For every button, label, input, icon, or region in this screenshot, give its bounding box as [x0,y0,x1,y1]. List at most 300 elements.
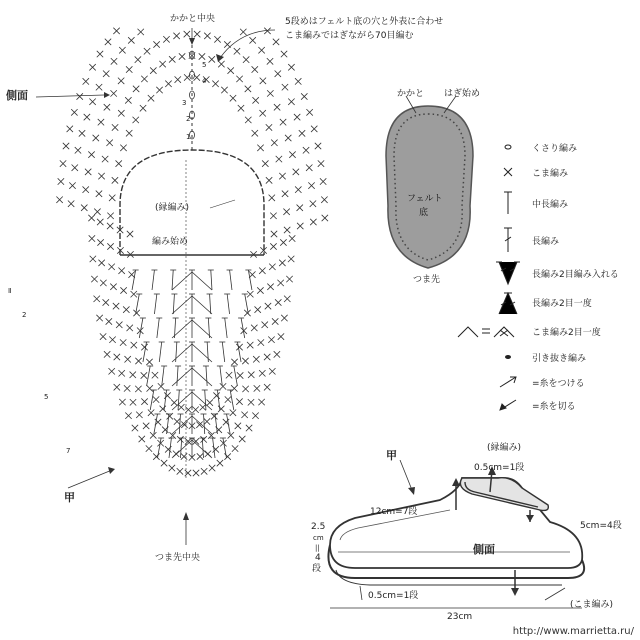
single-crochet-mark [281,315,287,321]
single-crochet-mark [132,425,138,431]
single-crochet-mark [288,256,294,262]
left-marker-a: Ⅱ [8,287,12,295]
legend-row-cut-yarn [472,396,632,414]
single-crochet-mark [283,209,289,215]
single-crochet-mark [94,209,100,215]
single-crochet-mark [178,404,184,410]
single-crochet-mark [274,104,280,110]
single-crochet-mark [147,385,153,391]
left-marker-b: 2 [22,311,27,319]
single-crochet-mark [113,28,119,34]
single-crochet-mark [235,423,241,429]
single-crochet-mark [320,178,326,184]
single-crochet-mark [282,191,288,197]
left-marker-c: 5 [44,393,49,401]
single-crochet-mark [301,93,307,99]
join-yarn-icon [472,373,522,391]
single-crochet-mark [278,333,284,339]
single-crochet-mark [153,41,159,47]
single-crochet-mark [88,215,94,221]
single-crochet-mark [128,271,134,277]
single-crochet-mark [236,398,242,404]
sole-toe-label: つま先 [413,275,441,285]
single-crochet-mark [234,48,240,54]
single-crochet-mark [107,243,113,249]
single-crochet-mark [262,322,268,328]
single-crochet-mark [259,370,265,376]
round-number-3: 3 [182,99,187,107]
instep-arrow [68,470,112,488]
single-crochet-mark [81,205,87,211]
double-crochet-mark [227,294,229,314]
single-crochet-mark [58,178,64,184]
single-crochet-mark [106,140,112,146]
double-crochet-mark [234,366,238,386]
single-crochet-mark [267,284,273,290]
single-crochet-mark [214,36,220,42]
single-crochet-mark [310,219,316,225]
single-crochet-mark [297,205,303,211]
single-crochet-mark [279,260,285,266]
legend-row-double [472,226,632,254]
single-crochet-mark [280,119,286,125]
single-crochet-mark [141,76,147,82]
single-crochet-mark [120,339,126,345]
single-crochet-mark [242,358,248,364]
single-crochet-mark [201,468,207,474]
single-crochet-mark [150,67,156,73]
single-crochet-mark [200,404,206,410]
single-crochet-mark [289,151,295,157]
single-crochet-mark [257,145,263,151]
single-crochet-mark [112,124,118,130]
single-crochet-mark [272,318,278,324]
shoe-instep-size: 12cm=7段 [370,507,418,517]
single-crochet-mark [141,398,147,404]
single-crochet-mark [109,195,115,201]
single-crochet-mark [97,51,103,57]
single-crochet-mark [96,84,102,90]
single-crochet-mark [140,105,146,111]
single-crochet-mark [245,117,251,123]
single-crochet-mark [246,425,252,431]
single-crochet-mark [130,399,136,405]
double-crochet-mark [150,390,154,410]
single-crochet-mark [141,344,147,350]
single-crochet-mark [171,399,177,405]
double-crochet-mark [172,270,173,290]
double-crochet-mark [147,366,151,386]
single-crochet-mark [288,64,294,70]
single-crochet-mark [150,432,156,438]
single-crochet-mark [141,372,147,378]
single-crochet-mark [295,186,301,192]
single-crochet-mark [146,359,152,365]
single-crochet-mark [247,291,253,297]
single-crochet-mark [249,271,255,277]
single-crochet-mark [270,243,276,249]
sole-name-line-1: フェルト [407,194,443,204]
single-crochet-mark [231,359,237,365]
single-crochet-mark [107,213,113,219]
single-crochet-mark [230,95,236,101]
single-crochet-mark [84,114,90,120]
single-crochet-mark [135,358,141,364]
single-crochet-mark [75,147,81,153]
double-crochet-mark [167,414,169,434]
single-crochet-mark [277,280,283,286]
half-double-crochet-icon [472,190,522,216]
single-crochet-mark [197,453,203,459]
single-crochet-mark [109,337,115,343]
single-crochet-mark [252,66,258,72]
shoe-height-size: 5cm=4段 [580,521,622,531]
double-crochet-mark [220,366,222,386]
legend-row-single-crochet [472,163,632,181]
single-crochet-mark [110,90,116,96]
shoe-left-size-4: 4 [315,553,321,563]
single-crochet-mark [200,436,206,442]
single-crochet-mark [245,86,251,92]
single-crochet-mark [204,33,210,39]
double-crochet-mark [162,366,164,386]
single-crochet-mark [240,29,246,35]
double-crochet-mark [206,366,207,386]
single-crochet-mark [321,197,327,203]
legend-label: =糸を切る [532,402,576,412]
double-crochet-mark [248,270,252,290]
single-crochet-mark [209,56,215,62]
shoe-left-size-1: 2.5 [311,522,326,532]
single-crochet-mark [251,325,257,331]
single-crochet-mark [69,182,75,188]
single-crochet-icon [472,163,522,181]
single-crochet-mark [252,130,258,136]
single-crochet-mark [126,130,132,136]
double-crochet-mark [230,390,234,410]
single-crochet-mark [276,156,282,162]
dc-two-together-icon [472,290,522,316]
single-crochet-mark [90,256,96,262]
single-crochet-mark [139,436,145,442]
legend-label: 長編み [532,237,560,247]
legend-row-chain [472,138,632,156]
single-crochet-mark [63,143,69,149]
single-crochet-mark [158,383,164,389]
single-crochet-mark [165,81,171,87]
heel-arch-edging [120,150,264,255]
single-crochet-mark [308,182,314,188]
sole-join-start-label: はぎ始め [444,89,481,99]
single-crochet-mark [83,186,89,192]
single-crochet-mark [252,412,258,418]
single-crochet-mark [237,372,243,378]
single-crochet-mark [103,71,109,77]
double-crochet-mark [173,294,174,314]
single-crochet-mark [144,48,150,54]
single-crochet-mark [270,213,276,219]
single-crochet-mark [227,67,233,73]
single-crochet-mark [125,412,131,418]
legend-label: =糸をつける [532,379,585,389]
single-crochet-mark [126,66,132,72]
single-crochet-mark [268,337,274,343]
single-crochet-mark [306,109,312,115]
single-crochet-mark [274,351,280,357]
round-number-5: 5 [202,61,207,69]
single-crochet-mark [257,287,263,293]
shoe-left-size-3: || [315,544,320,552]
single-crochet-mark [177,436,183,442]
single-crochet-mark [133,117,139,123]
pattern-note-line-2: こま編みではぎながら70目編む [285,31,414,41]
single-crochet-mark [79,130,85,136]
single-crochet-mark [258,47,264,53]
single-crochet-mark [128,37,134,43]
single-crochet-mark [306,165,312,171]
double-crochet-mark [230,270,232,290]
single-crochet-mark [217,460,223,466]
single-crochet-mark [116,322,122,328]
single-crochet-mark [114,354,120,360]
single-crochet-mark [269,368,275,374]
single-crochet-mark [89,99,95,105]
single-crochet-mark [269,195,275,201]
single-crochet-mark [248,372,254,378]
single-crochet-mark [77,93,83,99]
single-crochet-mark [284,296,290,302]
single-crochet-mark [125,97,131,103]
double-crochet-mark [159,342,161,362]
double-crochet-mark [202,438,203,458]
double-crochet-mark [180,438,181,458]
single-crochet-mark [160,406,166,412]
double-crochet-mark [132,270,136,290]
single-crochet-mark [98,119,104,125]
legend-label: こま編み2目一度 [532,328,601,338]
single-crochet-mark [153,396,159,402]
single-crochet-mark [177,468,183,474]
single-crochet-mark [98,173,104,179]
single-crochet-mark [311,126,317,132]
sole-heel-label: かかと [397,89,425,99]
double-crochet-mark [154,294,156,314]
single-crochet-mark [131,291,137,297]
single-crochet-mark [113,303,119,309]
single-crochet-mark [109,368,115,374]
single-crochet-mark [169,465,175,471]
side-label: 側面 [6,89,28,102]
single-crochet-mark [225,396,231,402]
instep-label: 甲 [64,491,75,504]
shoe-bottom-size: 0.5cm=1段 [368,591,419,601]
single-crochet-mark [218,406,224,412]
shoe-edge-size: 0.5cm=1段 [474,463,525,473]
single-crochet-mark [288,99,294,105]
single-crochet-mark [148,410,154,416]
slip-stitch-icon [472,348,522,366]
single-crochet-mark [108,264,114,270]
single-crochet-mark [193,470,199,476]
single-crochet-mark [83,78,89,84]
single-crochet-mark [184,31,190,37]
single-crochet-mark [102,156,108,162]
single-crochet-mark [169,56,175,62]
legend-label: こま編み [532,169,569,179]
single-crochet-mark [130,372,136,378]
single-crochet-mark [85,169,91,175]
single-crochet-mark [153,453,159,459]
single-crochet-mark [267,90,273,96]
shoe-edging-label: (縁編み) [487,443,522,453]
single-crochet-mark [112,177,118,183]
single-crochet-mark [105,39,111,45]
legend-label: くさり編み [532,144,578,154]
single-crochet-mark [120,287,126,293]
single-crochet-mark [89,64,95,70]
single-crochet-mark [264,354,270,360]
single-crochet-mark [152,372,158,378]
single-crochet-mark [133,86,139,92]
single-crochet-mark [228,432,234,438]
single-crochet-mark [175,76,181,82]
single-crochet-mark [271,140,277,146]
cut-yarn-icon [472,396,522,414]
single-crochet-mark [260,78,266,84]
single-crochet-mark [266,124,272,130]
dc-two-in-one-icon [472,259,522,287]
single-crochet-mark [107,223,113,229]
single-crochet-mark [110,284,116,290]
sc-two-together-icon [454,322,529,340]
shoe-left-size-2: cm [313,534,324,542]
single-crochet-mark [93,135,99,141]
single-crochet-mark [295,78,301,84]
single-crochet-mark [98,260,104,266]
single-crochet-mark [136,412,142,418]
single-crochet-mark [255,306,261,312]
single-crochet-mark [88,151,94,157]
pattern-note-line-1: 5段めはフェルト底の穴と外表に合わせ [285,17,444,27]
chain-icon [472,138,522,156]
shoe-length: 23cm [447,612,473,622]
single-crochet-mark [138,29,144,35]
single-crochet-mark [310,201,316,207]
single-crochet-mark [294,114,300,120]
single-crochet-mark [100,333,106,339]
round-number-1: 1 [186,133,191,141]
single-crochet-mark [243,56,249,62]
left-marker-d: 7 [66,447,71,455]
single-crochet-mark [72,165,78,171]
single-crochet-mark [279,173,285,179]
single-crochet-mark [127,231,133,237]
single-crochet-mark [253,356,259,362]
single-crochet-mark [231,385,237,391]
single-crochet-mark [318,160,324,166]
single-crochet-mark [289,235,295,241]
single-crochet-mark [96,315,102,321]
double-crochet-mark [237,342,241,362]
single-crochet-mark [284,227,290,233]
single-crochet-mark [135,386,141,392]
single-crochet-mark [174,418,180,424]
single-crochet-mark [104,104,110,110]
single-crochet-mark [242,386,248,392]
single-crochet-mark [281,51,287,57]
legend-label: 長編み2目編み入れる [532,270,619,280]
single-crochet-mark [266,177,272,183]
single-crochet-mark [269,264,275,270]
edging-label: (縁編み) [155,203,190,213]
double-crochet-mark [222,342,224,362]
double-crochet-icon [472,226,522,254]
single-crochet-mark [124,356,130,362]
single-crochet-mark [104,351,110,357]
single-crochet-mark [239,436,245,442]
single-crochet-mark [275,299,281,305]
single-crochet-mark [265,303,271,309]
single-crochet-mark [238,105,244,111]
single-crochet-mark [271,231,277,237]
start-label: 編み始め [152,237,189,247]
single-crochet-mark [179,53,185,59]
single-crochet-mark [163,36,169,42]
single-crochet-mark [119,399,125,405]
double-crochet-mark [157,318,159,338]
single-crochet-mark [71,109,77,115]
single-crochet-mark [96,191,102,197]
double-crochet-mark [210,294,211,314]
single-crochet-mark [236,76,242,82]
shoe-instep-label: 甲 [386,449,397,462]
legend-row-dc-two-in [472,259,632,287]
double-crochet-mark [177,366,178,386]
single-crochet-mark [226,372,232,378]
single-crochet-mark [114,384,120,390]
heel-center-label: かかと中央 [170,14,216,24]
felt-sole-diagram [378,96,478,286]
single-crochet-mark [143,423,149,429]
side-arrow [36,95,104,97]
legend-label: 中長編み [532,200,569,210]
single-crochet-mark [194,31,200,37]
single-crochet-mark [56,197,62,203]
single-crochet-mark [111,58,117,64]
toe-center-label: つま先中央 [155,553,201,563]
single-crochet-mark [293,169,299,175]
single-crochet-mark [131,342,137,348]
single-crochet-mark [303,147,309,153]
single-crochet-mark [192,407,198,413]
single-crochet-mark [123,306,129,312]
single-crochet-mark [209,465,215,471]
single-crochet-mark [232,445,238,451]
single-crochet-mark [218,61,224,67]
single-crochet-mark [67,126,73,132]
single-crochet-mark [127,325,133,331]
double-crochet-mark [154,414,158,434]
shoe-left-size-5: 段 [312,564,322,574]
single-crochet-mark [118,268,124,274]
double-crochet-mark [143,342,147,362]
legend-row-half-double [472,190,632,216]
single-crochet-mark [91,276,97,282]
single-crochet-mark [60,160,66,166]
single-crochet-mark [236,344,242,350]
legend-label: 長編み2目一度 [532,299,592,309]
single-crochet-mark [315,143,321,149]
